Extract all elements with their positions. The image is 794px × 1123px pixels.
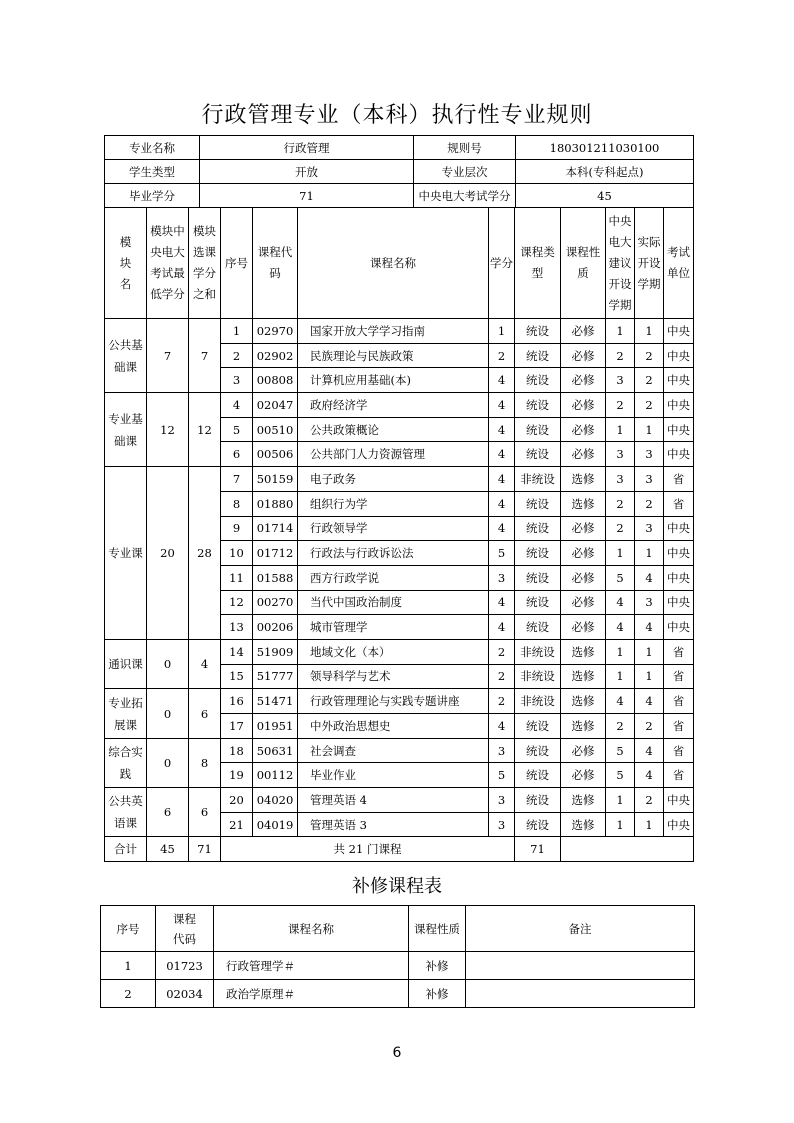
- course-type: 非统设: [515, 689, 561, 714]
- course-seq: 20: [221, 788, 253, 813]
- course-actual-term: 4: [635, 565, 664, 590]
- supp-header-seq: 序号: [101, 906, 156, 952]
- course-credit: 4: [489, 417, 515, 442]
- course-name: 毕业作业: [298, 763, 489, 788]
- info-row: [105, 136, 694, 160]
- course-name: 行政管理理论与实践专题讲座: [298, 689, 489, 714]
- course-nature: 必修: [561, 368, 606, 393]
- course-actual-term: 3: [635, 516, 664, 541]
- course-name: 中外政治思想史: [298, 714, 489, 739]
- course-credit: 4: [489, 368, 515, 393]
- course-credit: 5: [489, 763, 515, 788]
- course-exam-unit: 省: [664, 664, 694, 689]
- totals-empty: [561, 837, 694, 862]
- course-credit: 2: [489, 664, 515, 689]
- module-name: 专业基 础课: [105, 393, 147, 467]
- course-code: 00808: [253, 368, 298, 393]
- course-suggested-term: 2: [606, 343, 635, 368]
- course-type: 统设: [515, 516, 561, 541]
- supp-header-note: 备注: [466, 906, 695, 952]
- supplement-title: 补修课程表: [352, 876, 442, 897]
- course-row: [105, 689, 694, 714]
- course-name: 城市管理学: [298, 615, 489, 640]
- course-suggested-term: 2: [606, 714, 635, 739]
- course-suggested-term: 1: [606, 664, 635, 689]
- course-code: 51777: [253, 664, 298, 689]
- course-actual-term: 3: [635, 467, 664, 492]
- course-actual-term: 2: [635, 368, 664, 393]
- course-suggested-term: 5: [606, 763, 635, 788]
- course-exam-unit: 省: [664, 639, 694, 664]
- supp-header-code: 课程 代码: [156, 906, 214, 952]
- course-exam-unit: 省: [664, 738, 694, 763]
- module-name: 专业拓 展课: [105, 689, 147, 738]
- course-code: 51471: [253, 689, 298, 714]
- course-credit: 2: [489, 689, 515, 714]
- course-seq: 7: [221, 467, 253, 492]
- supplement-table: [100, 905, 695, 1008]
- course-code: 50159: [253, 467, 298, 492]
- course-code: 02902: [253, 343, 298, 368]
- course-credit: 4: [489, 442, 515, 467]
- info-label: 中央电大考试学分: [414, 184, 516, 208]
- module-elective-sum: 6: [189, 788, 221, 837]
- course-exam-unit: 省: [664, 491, 694, 516]
- course-credit: 2: [489, 343, 515, 368]
- course-actual-term: 4: [635, 615, 664, 640]
- header-module: 模 块 名: [105, 208, 147, 319]
- course-seq: 10: [221, 541, 253, 566]
- course-code: 00112: [253, 763, 298, 788]
- course-seq: 3: [221, 368, 253, 393]
- course-name: 组织行为学: [298, 491, 489, 516]
- course-nature: 必修: [561, 343, 606, 368]
- header-exam-unit: 考试 单位: [664, 208, 694, 319]
- course-code: 02970: [253, 319, 298, 344]
- module-elective-sum: 6: [189, 689, 221, 738]
- course-suggested-term: 4: [606, 590, 635, 615]
- course-actual-term: 1: [635, 664, 664, 689]
- header-course-nature: 课程性 质: [561, 208, 606, 319]
- major-info-table: [104, 135, 694, 208]
- course-name: 西方行政学说: [298, 565, 489, 590]
- course-exam-unit: 省: [664, 714, 694, 739]
- course-credit: 4: [489, 393, 515, 418]
- course-suggested-term: 1: [606, 319, 635, 344]
- course-name: 政府经济学: [298, 393, 489, 418]
- course-row: [105, 639, 694, 664]
- module-name: 专业课: [105, 467, 147, 640]
- course-type: 统设: [515, 788, 561, 813]
- course-seq: 15: [221, 664, 253, 689]
- course-credit: 4: [489, 467, 515, 492]
- totals-sum: 71: [189, 837, 221, 862]
- course-type: 统设: [515, 393, 561, 418]
- course-table-header: [105, 208, 694, 319]
- course-name: 社会调查: [298, 738, 489, 763]
- course-exam-unit: 中央: [664, 393, 694, 418]
- course-type: 非统设: [515, 467, 561, 492]
- course-actual-term: 1: [635, 541, 664, 566]
- supp-note: [466, 980, 695, 1008]
- header-code: 课程代 码: [253, 208, 298, 319]
- module-min-credit: 12: [147, 393, 189, 467]
- course-credit: 4: [489, 615, 515, 640]
- course-nature: 选修: [561, 812, 606, 837]
- course-type: 统设: [515, 417, 561, 442]
- supplement-row: [101, 952, 695, 980]
- course-actual-term: 2: [635, 343, 664, 368]
- course-code: 00510: [253, 417, 298, 442]
- course-suggested-term: 5: [606, 738, 635, 763]
- course-suggested-term: 2: [606, 393, 635, 418]
- course-credit: 4: [489, 714, 515, 739]
- course-seq: 1: [221, 319, 253, 344]
- module-elective-sum: 7: [189, 319, 221, 393]
- course-seq: 13: [221, 615, 253, 640]
- course-actual-term: 1: [635, 812, 664, 837]
- course-credit: 1: [489, 319, 515, 344]
- header-actual-term: 实际 开设 学期: [635, 208, 664, 319]
- supp-nature: 补修: [409, 980, 466, 1008]
- course-type: 统设: [515, 319, 561, 344]
- course-type: 统设: [515, 442, 561, 467]
- course-exam-unit: 中央: [664, 516, 694, 541]
- course-code: 01712: [253, 541, 298, 566]
- info-label: 毕业学分: [105, 184, 200, 208]
- course-actual-term: 2: [635, 788, 664, 813]
- page-title: 行政管理专业（本科）执行性专业规则: [201, 103, 593, 128]
- supp-nature: 补修: [409, 952, 466, 980]
- course-seq: 17: [221, 714, 253, 739]
- course-row: [105, 788, 694, 813]
- header-seq: 序号: [221, 208, 253, 319]
- course-exam-unit: 中央: [664, 812, 694, 837]
- module-name: 综合实 践: [105, 738, 147, 787]
- course-credit: 5: [489, 541, 515, 566]
- course-actual-term: 2: [635, 491, 664, 516]
- course-type: 统设: [515, 763, 561, 788]
- course-code: 01714: [253, 516, 298, 541]
- module-min-credit: 20: [147, 467, 189, 640]
- course-seq: 19: [221, 763, 253, 788]
- course-code: 02047: [253, 393, 298, 418]
- supp-seq: 1: [101, 952, 156, 980]
- course-name: 电子政务: [298, 467, 489, 492]
- info-value: 本科(专科起点): [516, 160, 694, 184]
- course-credit: 3: [489, 788, 515, 813]
- totals-min: 45: [147, 837, 189, 862]
- course-suggested-term: 3: [606, 467, 635, 492]
- course-credit: 4: [489, 516, 515, 541]
- course-code: 00506: [253, 442, 298, 467]
- course-suggested-term: 3: [606, 368, 635, 393]
- course-row: [105, 738, 694, 763]
- course-row: [105, 393, 694, 418]
- course-nature: 选修: [561, 664, 606, 689]
- module-min-credit: 0: [147, 689, 189, 738]
- course-exam-unit: 省: [664, 689, 694, 714]
- course-name: 行政领导学: [298, 516, 489, 541]
- info-value: 开放: [200, 160, 414, 184]
- course-name: 管理英语 4: [298, 788, 489, 813]
- header-name: 课程名称: [298, 208, 489, 319]
- info-row: [105, 160, 694, 184]
- course-name: 管理英语 3: [298, 812, 489, 837]
- course-type: 统设: [515, 343, 561, 368]
- course-type: 统设: [515, 368, 561, 393]
- course-name: 当代中国政治制度: [298, 590, 489, 615]
- course-seq: 4: [221, 393, 253, 418]
- course-exam-unit: 中央: [664, 565, 694, 590]
- course-exam-unit: 中央: [664, 417, 694, 442]
- course-seq: 18: [221, 738, 253, 763]
- info-label: 专业层次: [414, 160, 516, 184]
- course-table: [104, 207, 694, 862]
- course-nature: 选修: [561, 788, 606, 813]
- course-actual-term: 1: [635, 417, 664, 442]
- course-exam-unit: 中央: [664, 442, 694, 467]
- course-seq: 14: [221, 639, 253, 664]
- course-code: 00270: [253, 590, 298, 615]
- course-exam-unit: 中央: [664, 368, 694, 393]
- module-min-credit: 0: [147, 639, 189, 688]
- course-exam-unit: 省: [664, 763, 694, 788]
- course-seq: 5: [221, 417, 253, 442]
- info-value: 45: [516, 184, 694, 208]
- info-label: 规则号: [414, 136, 516, 160]
- course-name: 公共部门人力资源管理: [298, 442, 489, 467]
- course-code: 04019: [253, 812, 298, 837]
- course-code: 01880: [253, 491, 298, 516]
- course-credit: 3: [489, 812, 515, 837]
- course-seq: 16: [221, 689, 253, 714]
- course-credit: 4: [489, 590, 515, 615]
- supp-seq: 2: [101, 980, 156, 1008]
- header-credit: 学分: [489, 208, 515, 319]
- course-nature: 必修: [561, 417, 606, 442]
- course-suggested-term: 2: [606, 491, 635, 516]
- course-nature: 必修: [561, 615, 606, 640]
- header-course-type: 课程类 型: [515, 208, 561, 319]
- course-suggested-term: 3: [606, 442, 635, 467]
- course-row: [105, 467, 694, 492]
- course-type: 统设: [515, 812, 561, 837]
- course-suggested-term: 5: [606, 565, 635, 590]
- module-elective-sum: 8: [189, 738, 221, 787]
- course-nature: 必修: [561, 541, 606, 566]
- course-name: 民族理论与民族政策: [298, 343, 489, 368]
- course-exam-unit: 中央: [664, 788, 694, 813]
- module-name: 公共基 础课: [105, 319, 147, 393]
- course-type: 非统设: [515, 664, 561, 689]
- course-type: 统设: [515, 590, 561, 615]
- info-label: 专业名称: [105, 136, 200, 160]
- course-suggested-term: 4: [606, 689, 635, 714]
- course-nature: 必修: [561, 516, 606, 541]
- totals-label: 合计: [105, 837, 147, 862]
- course-nature: 选修: [561, 689, 606, 714]
- course-seq: 12: [221, 590, 253, 615]
- course-type: 统设: [515, 565, 561, 590]
- supp-code: 01723: [156, 952, 214, 980]
- supplement-header: [101, 906, 695, 952]
- supp-name: 行政管理学＃: [214, 952, 409, 980]
- course-nature: 必修: [561, 590, 606, 615]
- module-name: 公共英 语课: [105, 788, 147, 837]
- course-nature: 选修: [561, 467, 606, 492]
- module-min-credit: 7: [147, 319, 189, 393]
- course-seq: 2: [221, 343, 253, 368]
- course-credit: 3: [489, 738, 515, 763]
- module-elective-sum: 4: [189, 639, 221, 688]
- course-nature: 必修: [561, 442, 606, 467]
- course-seq: 9: [221, 516, 253, 541]
- totals-row: [105, 837, 694, 862]
- course-name: 领导科学与艺术: [298, 664, 489, 689]
- course-code: 51909: [253, 639, 298, 664]
- course-code: 04020: [253, 788, 298, 813]
- course-actual-term: 2: [635, 393, 664, 418]
- course-actual-term: 3: [635, 590, 664, 615]
- module-name: 通识课: [105, 639, 147, 688]
- supp-header-nature: 课程性质: [409, 906, 466, 952]
- course-nature: 必修: [561, 319, 606, 344]
- course-type: 统设: [515, 541, 561, 566]
- course-exam-unit: 中央: [664, 615, 694, 640]
- header-suggested-term: 中央 电大 建议 开设 学期: [606, 208, 635, 319]
- course-suggested-term: 1: [606, 639, 635, 664]
- course-exam-unit: 省: [664, 467, 694, 492]
- course-code: 00206: [253, 615, 298, 640]
- course-actual-term: 4: [635, 738, 664, 763]
- module-elective-sum: 28: [189, 467, 221, 640]
- course-actual-term: 1: [635, 319, 664, 344]
- module-min-credit: 0: [147, 738, 189, 787]
- info-value: 180301211030100: [516, 136, 694, 160]
- course-type: 统设: [515, 738, 561, 763]
- page-number: 6: [392, 1045, 402, 1061]
- course-seq: 11: [221, 565, 253, 590]
- course-code: 01588: [253, 565, 298, 590]
- course-nature: 必修: [561, 393, 606, 418]
- course-actual-term: 3: [635, 442, 664, 467]
- course-suggested-term: 1: [606, 541, 635, 566]
- course-suggested-term: 1: [606, 417, 635, 442]
- course-actual-term: 2: [635, 714, 664, 739]
- supplement-row: [101, 980, 695, 1008]
- course-name: 地域文化（本）: [298, 639, 489, 664]
- course-nature: 必修: [561, 565, 606, 590]
- course-seq: 8: [221, 491, 253, 516]
- info-label: 学生类型: [105, 160, 200, 184]
- module-elective-sum: 12: [189, 393, 221, 467]
- course-exam-unit: 中央: [664, 319, 694, 344]
- course-name: 国家开放大学学习指南: [298, 319, 489, 344]
- course-name: 计算机应用基础(本): [298, 368, 489, 393]
- info-value: 71: [200, 184, 414, 208]
- course-nature: 选修: [561, 491, 606, 516]
- course-seq: 6: [221, 442, 253, 467]
- course-code: 50631: [253, 738, 298, 763]
- course-type: 统设: [515, 491, 561, 516]
- course-type: 非统设: [515, 639, 561, 664]
- course-credit: 3: [489, 565, 515, 590]
- course-type: 统设: [515, 714, 561, 739]
- course-exam-unit: 中央: [664, 590, 694, 615]
- course-row: [105, 319, 694, 344]
- info-value: 行政管理: [200, 136, 414, 160]
- course-credit: 4: [489, 491, 515, 516]
- course-suggested-term: 1: [606, 812, 635, 837]
- supp-header-name: 课程名称: [214, 906, 409, 952]
- course-type: 统设: [515, 615, 561, 640]
- course-actual-term: 4: [635, 689, 664, 714]
- course-nature: 必修: [561, 763, 606, 788]
- header-elective-sum: 模块 选课 学分 之和: [189, 208, 221, 319]
- course-nature: 选修: [561, 714, 606, 739]
- course-credit: 2: [489, 639, 515, 664]
- course-name: 行政法与行政诉讼法: [298, 541, 489, 566]
- course-nature: 选修: [561, 639, 606, 664]
- info-row: [105, 184, 694, 208]
- course-name: 公共政策概论: [298, 417, 489, 442]
- header-min-central: 模块中 央电大 考试最 低学分: [147, 208, 189, 319]
- totals-count: 共 21 门课程: [221, 837, 515, 862]
- course-suggested-term: 1: [606, 788, 635, 813]
- module-min-credit: 6: [147, 788, 189, 837]
- supp-note: [466, 952, 695, 980]
- course-exam-unit: 中央: [664, 541, 694, 566]
- course-nature: 必修: [561, 738, 606, 763]
- course-code: 01951: [253, 714, 298, 739]
- course-seq: 21: [221, 812, 253, 837]
- totals-credit: 71: [515, 837, 561, 862]
- course-suggested-term: 2: [606, 516, 635, 541]
- supp-code: 02034: [156, 980, 214, 1008]
- course-actual-term: 1: [635, 639, 664, 664]
- course-table-body: [105, 319, 694, 837]
- course-suggested-term: 4: [606, 615, 635, 640]
- course-exam-unit: 中央: [664, 343, 694, 368]
- course-actual-term: 4: [635, 763, 664, 788]
- supp-name: 政治学原理＃: [214, 980, 409, 1008]
